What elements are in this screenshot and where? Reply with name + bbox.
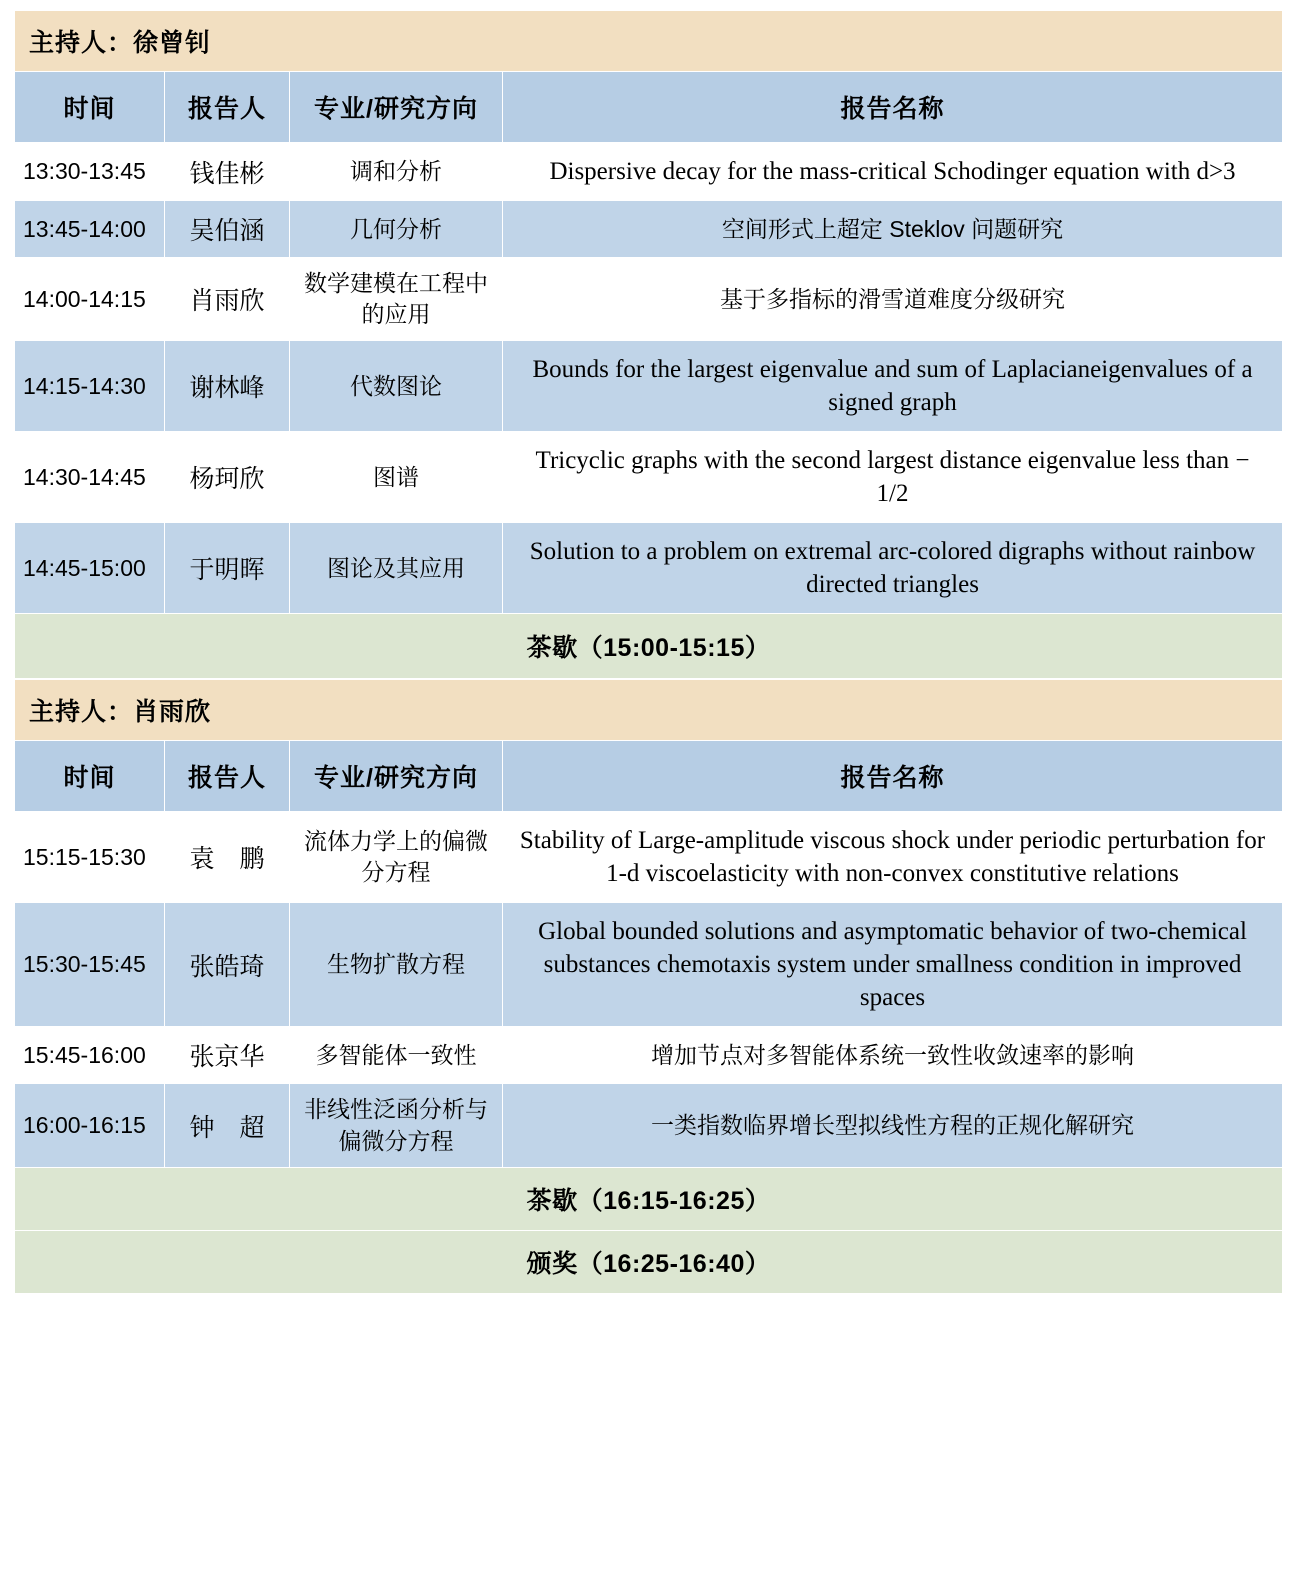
row-field: 非线性泛函分析与偏微分方程: [290, 1084, 503, 1167]
session-table-1: [14, 10, 1283, 679]
table-row: [15, 341, 1283, 432]
break-row: [15, 614, 1283, 679]
row-field: 流体力学上的偏微分方程: [290, 812, 503, 903]
row-speaker: 钟 超: [165, 1084, 290, 1167]
row-field: 数学建模在工程中的应用: [290, 258, 503, 341]
row-title: 增加节点对多智能体系统一致性收敛速率的影响: [503, 1027, 1283, 1084]
row-speaker: 肖雨欣: [165, 258, 290, 341]
row-title: 一类指数临界增长型拟线性方程的正规化解研究: [503, 1084, 1283, 1167]
break-row: [15, 1167, 1283, 1230]
row-speaker: 张皓琦: [165, 903, 290, 1027]
row-speaker: 袁 鹏: [165, 812, 290, 903]
header-row-1: [15, 72, 1283, 143]
row-title: Solution to a problem on extremal arc-colored digraphs without rainbow directed triangles: [503, 523, 1283, 614]
row-title: Stability of Large-amplitude viscous shock under periodic perturbation for 1-d viscoelasticity with non-convex constitutive relations: [503, 812, 1283, 903]
row-field: 调和分析: [290, 143, 503, 201]
row-time: 15:30-15:45: [15, 903, 165, 1027]
row-field: 生物扩散方程: [290, 903, 503, 1027]
chair-row: [15, 680, 1283, 741]
row-time: 13:45-14:00: [15, 201, 165, 258]
row-field: 图谱: [290, 432, 503, 523]
column-header-time: 时间: [15, 741, 165, 812]
column-header-field: 专业/研究方向: [290, 72, 503, 143]
award-row: [15, 1230, 1283, 1293]
chair-label-1: 主持人：徐曾钊: [15, 11, 1283, 72]
column-header-speaker: 报告人: [165, 741, 290, 812]
table-row: [15, 812, 1283, 903]
row-title: Bounds for the largest eigenvalue and sum of Laplacianeigenvalues of a signed graph: [503, 341, 1283, 432]
row-time: 14:30-14:45: [15, 432, 165, 523]
row-speaker: 钱佳彬: [165, 143, 290, 201]
break-label-1: 茶歇（15:00-15:15）: [15, 614, 1283, 679]
row-time: 14:45-15:00: [15, 523, 165, 614]
session-table-2: [14, 679, 1283, 1293]
column-header-field: 专业/研究方向: [290, 741, 503, 812]
table-row: [15, 258, 1283, 341]
row-time: 15:15-15:30: [15, 812, 165, 903]
chair-label-2: 主持人：肖雨欣: [15, 680, 1283, 741]
column-header-title: 报告名称: [503, 741, 1283, 812]
chair-row: [15, 11, 1283, 72]
row-field: 图论及其应用: [290, 523, 503, 614]
row-time: 14:00-14:15: [15, 258, 165, 341]
table-row: [15, 903, 1283, 1027]
row-time: 14:15-14:30: [15, 341, 165, 432]
header-row-2: [15, 741, 1283, 812]
row-field: 几何分析: [290, 201, 503, 258]
row-title: 空间形式上超定 Steklov 问题研究: [503, 201, 1283, 258]
row-speaker: 杨珂欣: [165, 432, 290, 523]
row-field: 多智能体一致性: [290, 1027, 503, 1084]
column-header-title: 报告名称: [503, 72, 1283, 143]
row-title: Tricyclic graphs with the second largest distance eigenvalue less than − 1/2: [503, 432, 1283, 523]
row-title: Dispersive decay for the mass-critical Schodinger equation with d>3: [503, 143, 1283, 201]
break-label-2: 茶歇（16:15-16:25）: [15, 1167, 1283, 1230]
table-row: [15, 1027, 1283, 1084]
column-header-time: 时间: [15, 72, 165, 143]
row-field: 代数图论: [290, 341, 503, 432]
table-row: [15, 143, 1283, 201]
row-time: 15:45-16:00: [15, 1027, 165, 1084]
row-title: Global bounded solutions and asymptomatic behavior of two-chemical substances chemotaxis system under smallness condition in improved spaces: [503, 903, 1283, 1027]
row-speaker: 于明晖: [165, 523, 290, 614]
column-header-speaker: 报告人: [165, 72, 290, 143]
row-title: 基于多指标的滑雪道难度分级研究: [503, 258, 1283, 341]
table-row: [15, 523, 1283, 614]
row-speaker: 谢林峰: [165, 341, 290, 432]
row-time: 13:30-13:45: [15, 143, 165, 201]
table-row: [15, 432, 1283, 523]
row-time: 16:00-16:15: [15, 1084, 165, 1167]
table-row: [15, 1084, 1283, 1167]
row-speaker: 吴伯涵: [165, 201, 290, 258]
table-row: [15, 201, 1283, 258]
row-speaker: 张京华: [165, 1027, 290, 1084]
award-label: 颁奖（16:25-16:40）: [15, 1230, 1283, 1293]
